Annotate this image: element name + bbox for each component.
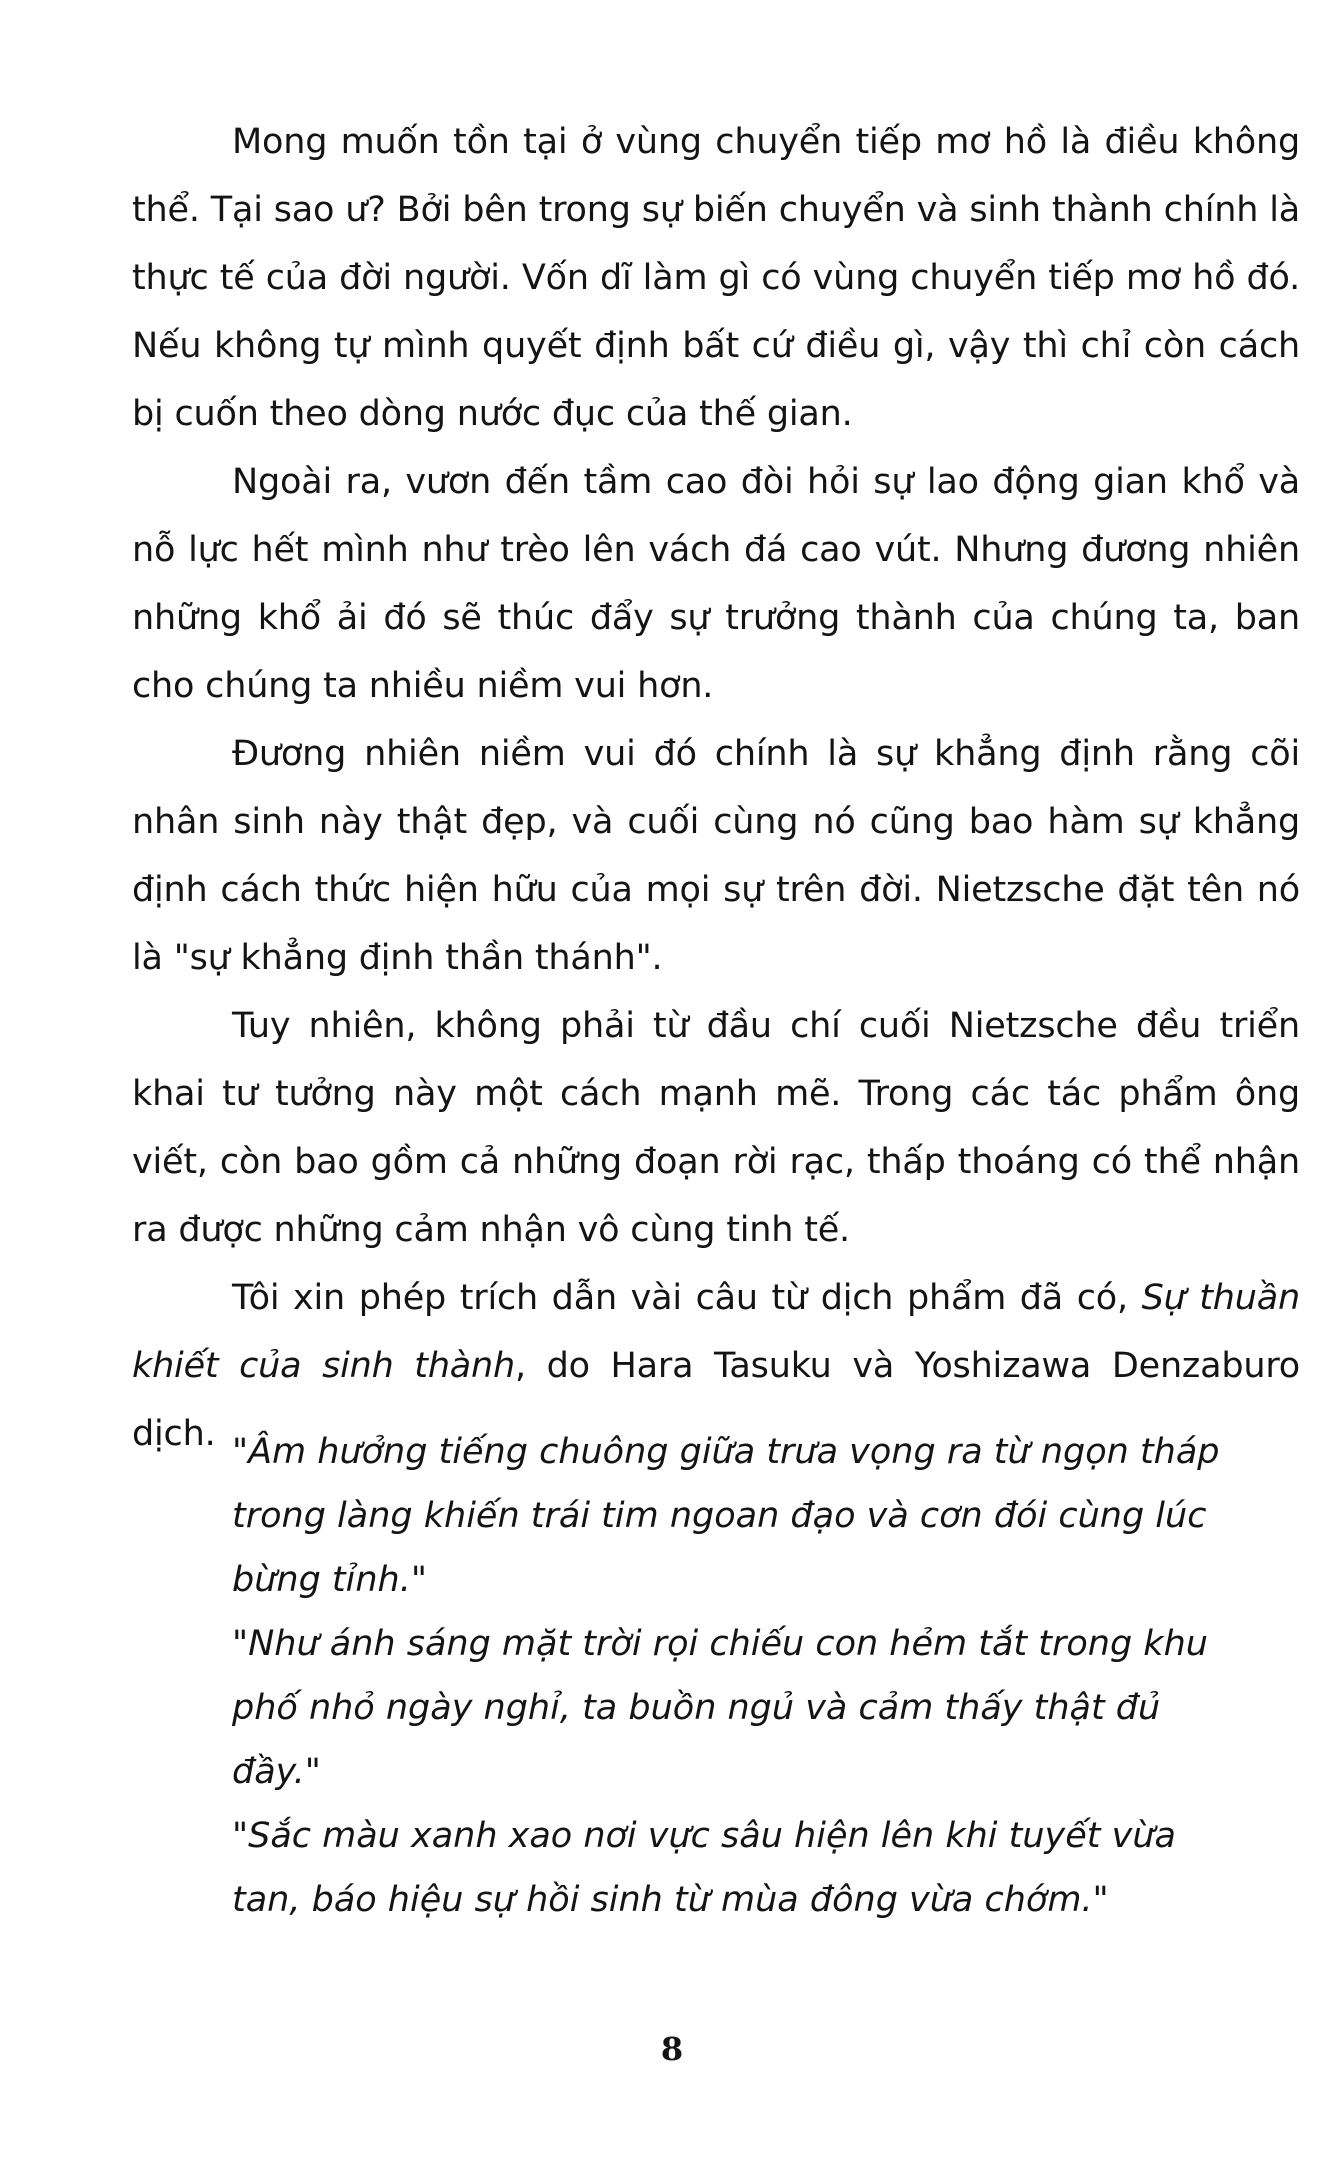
paragraph-2: Ngoài ra, vươn đến tầm cao đòi hỏi sự lao động gian khổ và nỗ lực hết mình như trèo lên vách đá cao vút. Nhưng đương nhiên những khổ ải đó sẽ thúc đẩy sự trưởng thành của chúng ta, ban cho chúng ta nhiều niềm vui hơn. <box>132 462 1300 706</box>
citation-suffix: , do Hara Tasuku và Yoshizawa Denzaburo dịch. <box>132 1346 1300 1454</box>
paragraph-4: Tuy nhiên, không phải từ đầu chí cuối Nietzsche đều triển khai tư tưởng này một cách mạnh mẽ. Trong các tác phẩm ông viết, còn bao gồm cả những đoạn rời rạc, thấp thoáng có thể nhận ra được những cảm nhận vô cùng tinh tế. <box>132 1006 1300 1250</box>
quote-3: "Sắc màu xanh xao nơi vực sâu hiện lên khi tuyết vừa tan, báo hiệu sự hồi sinh từ mùa đông vừa chớm." <box>232 1816 1176 1920</box>
quote-block <box>232 1420 1232 1932</box>
citation-prefix: Tôi xin phép trích dẫn vài câu từ dịch phẩm đã có, <box>232 1278 1142 1318</box>
paragraph-3: Đương nhiên niềm vui đó chính là sự khẳng định rằng cõi nhân sinh này thật đẹp, và cuối cùng nó cũng bao hàm sự khẳng định cách thức hiện hữu của mọi sự trên đời. Nietzsche đặt tên nó là "sự khẳng định thần thánh". <box>132 734 1300 978</box>
body-text <box>132 108 1300 1468</box>
page-number: 8 <box>660 2030 684 2068</box>
quote-2: "Như ánh sáng mặt trời rọi chiếu con hẻm tắt trong khu phố nhỏ ngày nghỉ, ta buồn ngủ và cảm thấy thật đủ đầy." <box>232 1624 1208 1792</box>
paragraph-1: Mong muốn tồn tại ở vùng chuyển tiếp mơ hồ là điều không thể. Tại sao ư? Bởi bên trong sự biến chuyển và sinh thành chính là thực tế của đời người. Vốn dĩ làm gì có vùng chuyển tiếp mơ hồ đó. Nếu không tự mình quyết định bất cứ điều gì, vậy thì chỉ còn cách bị cuốn theo dòng nước đục của thế gian. <box>132 122 1300 434</box>
quote-1: "Âm hưởng tiếng chuông giữa trưa vọng ra từ ngọn tháp trong làng khiến trái tim ngoan đạo và cơn đói cùng lúc bừng tỉnh." <box>232 1432 1220 1600</box>
book-title: Sự thuần khiết của sinh thành <box>132 1278 1300 1386</box>
